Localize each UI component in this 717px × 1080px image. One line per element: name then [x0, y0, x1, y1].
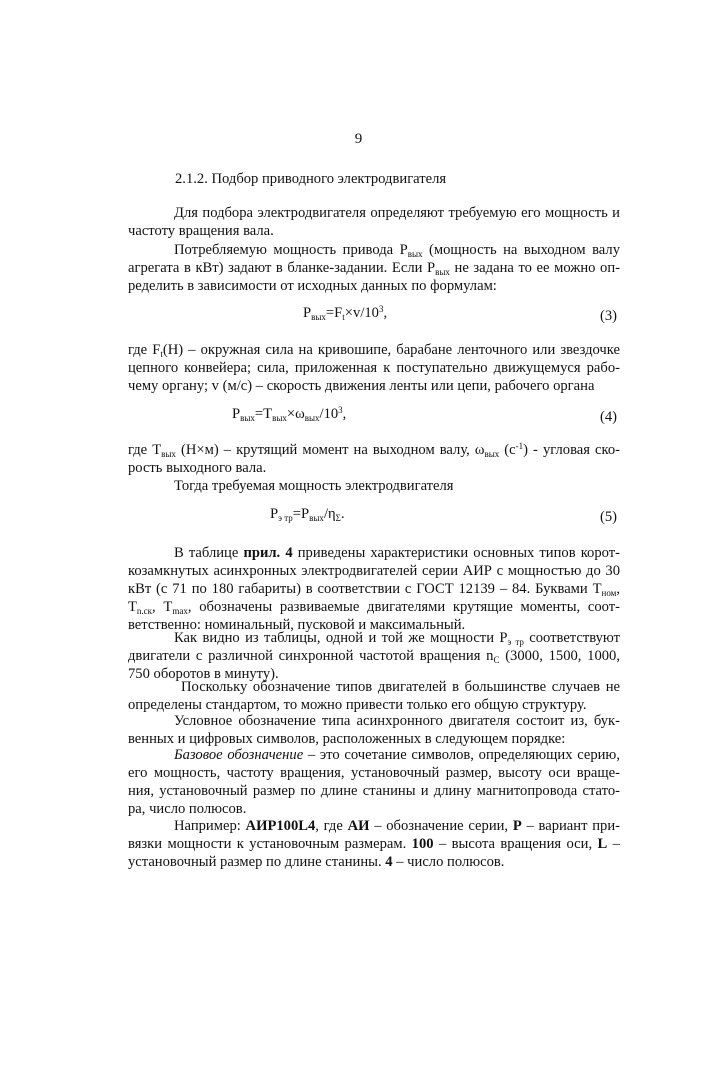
p1-line1: Для подбора электродвигателя определяют требуемую его мощность и — [174, 205, 620, 221]
formula-4: $P_{вых}=T_{вых}\times\omega_{вых}/10^3$, — [232, 405, 347, 423]
p9-line2: венных и цифровых символов, расположенных в следующем порядке: — [128, 731, 566, 747]
p11-line2: вязки мощности к установочным размерам. 100 – высота вращения оси, L – — [128, 836, 620, 852]
formula-5-number: (5) — [599, 509, 617, 525]
p7-line3: 750 оборотов в минуту). — [128, 666, 279, 682]
p2-line3: ределить в зависимости от исходных данных по формулам: — [128, 278, 497, 294]
p6-line2: козамкнутых асинхронных электродвигателей серии АИР с мощностью до 30 — [128, 563, 620, 579]
p6-line1: В таблице прил. 4 приведены характеристики основных типов корот- — [174, 545, 620, 561]
p1-line2: частоту вращения вала. — [128, 223, 274, 239]
p6-line5: ветственно: номинальный, пусковой и максимальный. — [128, 617, 466, 633]
p3-line3: чему органу; v (м/с) – скорость движения ленты или цепи, рабочего органа — [128, 378, 595, 394]
p3-line2: цепного конвейера; сила, приложенная к поступательно движущемуся рабо- — [128, 360, 620, 376]
p10-line4: ра, число полюсов. — [128, 801, 247, 817]
p2-line1: Потребляемую мощность привода $P_{вых}$ (мощность на выходном валу — [174, 242, 620, 259]
p4-line2: рость выходного вала. — [128, 460, 267, 476]
p8-line1: Поскольку обозначение типов двигателей в большинстве случаев не — [181, 679, 620, 695]
p10-line2: его мощность, частоту вращения, установочный размер, высоту оси враще- — [128, 765, 620, 781]
p11-line3: установочный размер по длине станины. 4 – число полюсов. — [128, 854, 505, 870]
p10-line1: Базовое обозначение – это сочетание символов, определяющих серию, — [174, 747, 620, 763]
p11-line1: Например: АИР100L4, где АИ – обозначение серии, Р – вариант при- — [174, 818, 620, 834]
p8-line2: определены стандартом, то можно привести только его общую структуру. — [128, 697, 587, 713]
p9-line1: Условное обозначение типа асинхронного двигателя состоит из, бук- — [174, 713, 620, 729]
p3-line1: где $F_t(H)$ – окружная сила на кривошипе, барабане ленточного или звездочке — [128, 342, 620, 359]
p5-line1: Тогда требуемая мощность электродвигателя — [174, 478, 454, 494]
p10-line3: ния, установочный размер по длине станины и длину магнитопровода стато- — [128, 783, 620, 799]
section-title: 2.1.2. Подбор приводного электродвигателя — [175, 171, 447, 187]
formula-4-number: (4) — [599, 409, 617, 425]
p4-line1: где $T_{вых}$ (H×м) – крутящий момент на выходном валу, $\omega_{вых}$ $(c^{-1})$ - угловая ско- — [128, 441, 620, 459]
page-number: 9 — [354, 131, 363, 147]
p7-line1: Как видно из таблицы, одной и той же мощности $P_{э тр}$ соответствуют — [174, 630, 620, 647]
p6-line4: $T_{n.cк}$, $T_{max}$, обозначены развиваемые двигателями крутящие моменты, соот- — [128, 599, 620, 616]
formula-3: $P_{вых}=F_t\times v/10^3$, — [303, 304, 388, 322]
p6-line3: кВт (с 71 по 180 габариты) в соответствии с ГОСТ 12139 – 84. Буквами $T_{ном}$, — [128, 581, 620, 598]
p7-line2: двигатели с различной синхронной частотой вращения $n_C$ (3000, 1500, 1000, — [128, 648, 620, 665]
formula-5: $P_{э тр}=P_{вых}/\eta_\Sigma$. — [270, 506, 345, 523]
p2-line2: агрегата в кВт) задают в бланке-задании. Если $P_{вых}$ не задана то ее можно оп- — [128, 260, 620, 277]
formula-3-number: (3) — [599, 308, 617, 324]
